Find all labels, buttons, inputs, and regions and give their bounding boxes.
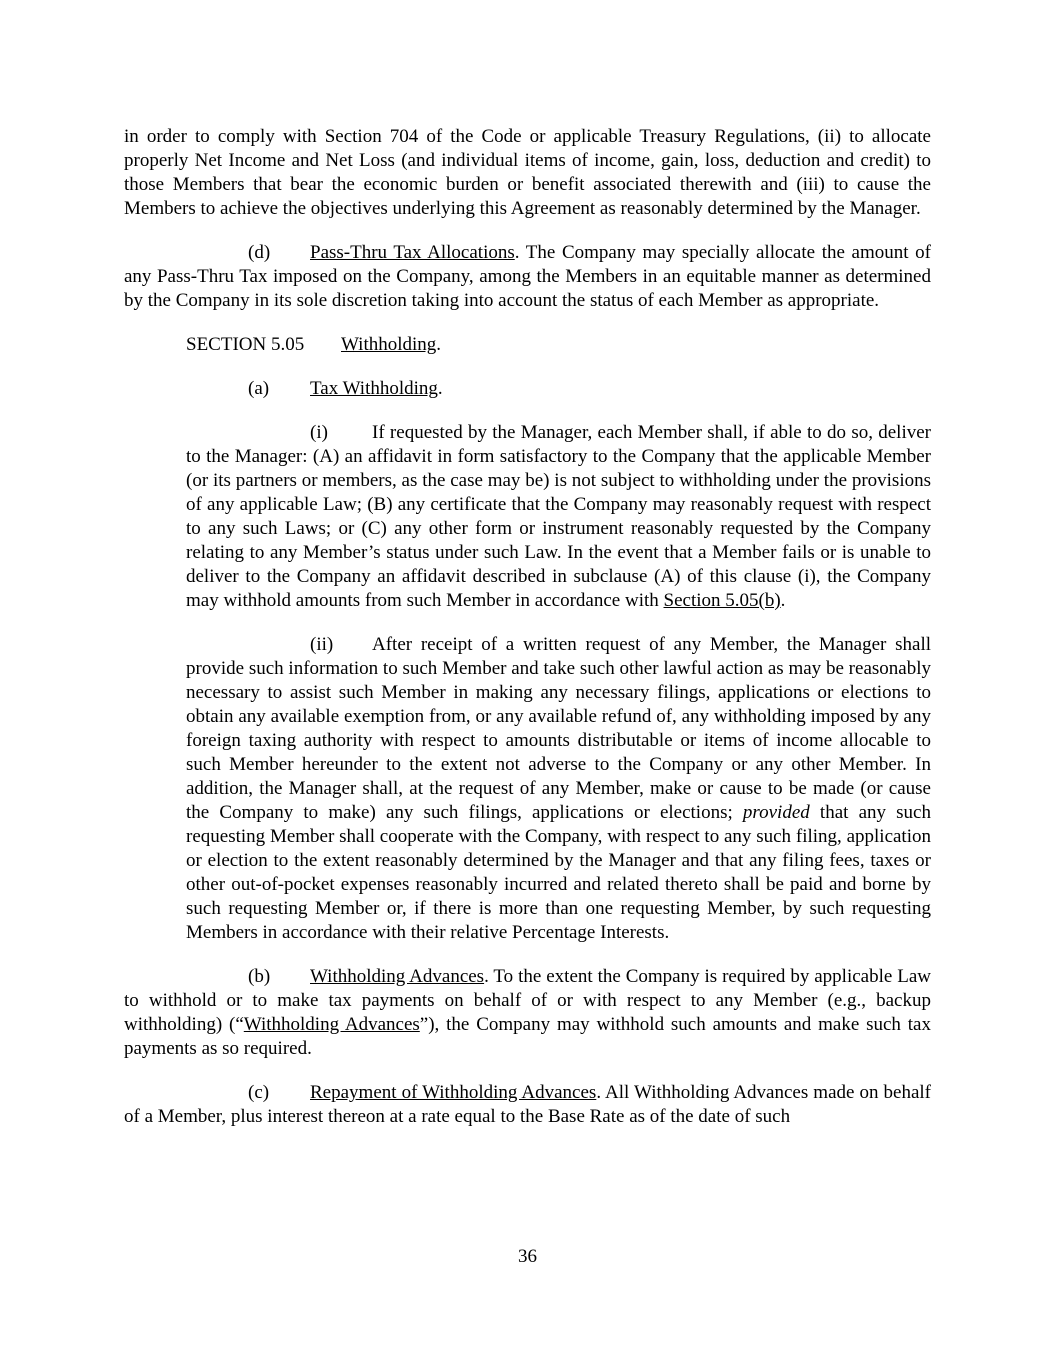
clause-a-heading <box>248 377 931 401</box>
section-5-05-heading <box>186 333 931 357</box>
clause-c-repayment <box>124 1081 931 1129</box>
clause-label-a: (a) <box>248 378 270 399</box>
clause-a-ii <box>186 633 931 945</box>
clause-label-a-i: (i) <box>310 422 328 443</box>
section-number: SECTION 5.05 <box>186 334 305 355</box>
clause-title-pass-thru: Pass-Thru Tax Allocations <box>310 242 515 263</box>
clause-label-a-ii: (ii) <box>310 634 334 655</box>
page-number: 36 <box>518 1246 537 1267</box>
section-title-end: . <box>436 334 442 355</box>
section-reference: Section 5.05(b) <box>663 590 781 611</box>
defined-term-withholding-advances: Withholding Advances <box>243 1014 420 1035</box>
clause-label-d: (d) <box>248 242 271 263</box>
clause-b-withholding-advances <box>124 965 931 1061</box>
clause-title-tax-withholding: Tax Withholding <box>310 378 438 399</box>
clause-label-c: (c) <box>248 1082 270 1103</box>
clause-end-a-i: . <box>780 590 786 611</box>
clause-body-a-i: If requested by the Manager, each Member shall, if able to do so, deliver to the Manager: (A) an affidavit in form satisfactory to the Company that the applicable Member (or its partners or members, as the case may be) is not subject to withholding under the provisions of any applicable Law; (B) any certificate that the Company may reasonably request with respect to any such Laws; or (C) any other form or instrument reasonably requested by the Company relating to any Member’s status under such Law. In the event that a Member fails or is unable to deliver to the Company an affidavit described in subclause (A) of this clause (i), the Company may withhold amounts from such Member in accordance with <box>186 422 931 611</box>
provided-term: provided <box>742 802 810 823</box>
section-title: Withholding <box>341 334 437 355</box>
paragraph-continuation: in order to comply with Section 704 of the Code or applicable Treasury Regulations, (ii) to allocate properly Net Income and Net Loss (and individual items of income, gain, loss, deduction and credit) to those Members that bear the economic burden or benefit associated therewith and (iii) to cause the Members to achieve the objectives underlying this Agreement as reasonably determined by the Manager. <box>124 126 931 219</box>
clause-body-b-part1: . To the extent the Company is required by applicable Law to withhold or to make tax payments on behalf of or with respect to any Member (e.g., backup withholding) (“ <box>124 966 931 1035</box>
clause-body-a-ii-part2: that any such requesting Member shall cooperate with the Company, with respect to any such filing, application or election to the extent reasonably determined by the Manager and that any filing fees, taxes or other out-of-pocket expenses reasonably incurred and related thereto shall be paid and borne by such requesting Member or, if there is more than one requesting Member, by such requesting Members in accordance with their relative Percentage Interests. <box>186 802 931 943</box>
document-page <box>124 125 931 1129</box>
clause-body-a-ii-part1: After receipt of a written request of any Member, the Manager shall provide such information to such Member and take such other lawful action as may be reasonably necessary to assist such Member in making any necessary filings, applications or elections to obtain any available exemption from, or any available refund of, any withholding imposed by any foreign taxing authority with respect to amounts distributable or items of income allocable to such Member hereunder to the extent not adverse to the Company or any other Member. In addition, the Manager shall, at the request of any Member, make or cause to be made (or cause the Company to make) any such filings, applications or elections; <box>186 634 931 823</box>
clause-label-b: (b) <box>248 966 271 987</box>
clause-body-c: . All Withholding Advances made on behalf of a Member, plus interest thereon at a rate equal to the Base Rate as of the date of such <box>124 1082 931 1127</box>
clause-body-d: . The Company may specially allocate the amount of any Pass-Thru Tax imposed on the Company, among the Members in an equitable manner as determined by the Company in its sole discretion taking into account the status of each Member as appropriate. <box>124 242 932 311</box>
clause-a-i <box>186 421 931 613</box>
paragraph-d-pass-thru <box>124 241 931 313</box>
clause-title-repayment: Repayment of Withholding Advances <box>310 1082 597 1103</box>
clause-body-b-part2: ”), the Company may withhold such amounts and make such tax payments as so required. <box>124 1014 931 1059</box>
clause-title-end-a: . <box>437 378 443 399</box>
clause-title-withholding-advances: Withholding Advances <box>310 966 485 987</box>
